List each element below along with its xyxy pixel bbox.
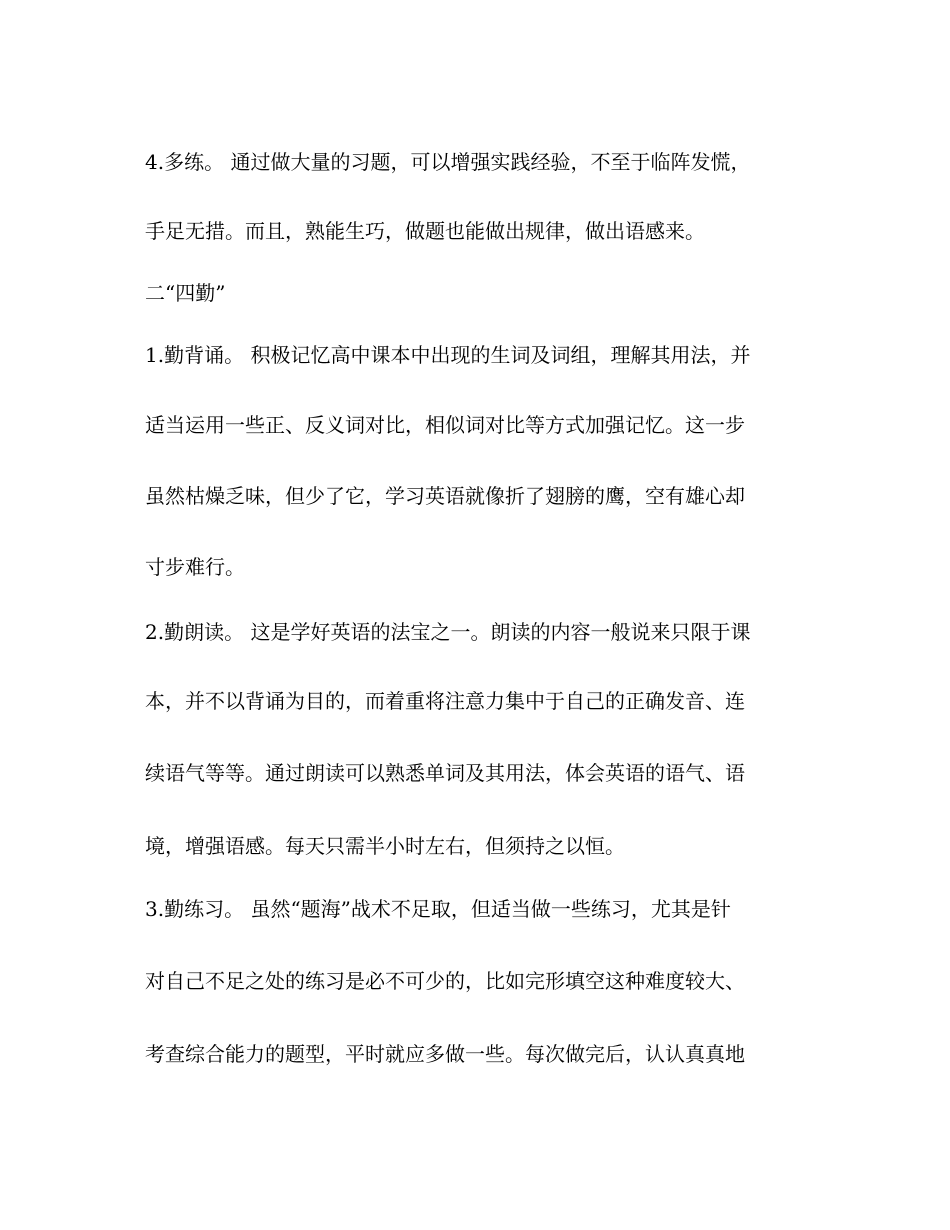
text-line-11: 境，增强语感。每天只需半小时左右，但须持之以恒。 (145, 834, 625, 858)
text-line-12: 3.勤练习。 虽然“题海”战术不足取，但适当做一些练习，尤其是针 (145, 897, 731, 921)
text-line-8: 2.勤朗读。 这是学好英语的法宝之一。朗读的内容一般说来只限于课 (145, 620, 751, 644)
text-line-1: 4.多练。 通过做大量的习题，可以增强实践经验，不至于临阵发慌， (145, 150, 751, 174)
text-line-14: 考查综合能力的题型，平时就应多做一些。每次做完后，认认真真地 (145, 1042, 745, 1066)
text-line-7: 寸步难行。 (145, 555, 245, 579)
text-line-10: 续语气等等。通过朗读可以熟悉单词及其用法，体会英语的语气、语 (145, 761, 745, 785)
text-line-6: 虽然枯燥乏味，但少了它，学习英语就像折了翅膀的鹰，空有雄心却 (145, 484, 745, 508)
text-line-4: 1.勤背诵。 积极记忆高中课本中出现的生词及词组，理解其用法，并 (145, 343, 751, 367)
text-line-2: 手足无措。而且，熟能生巧，做题也能做出规律，做出语感来。 (145, 219, 705, 243)
text-line-5: 适当运用一些正、反义词对比，相似词对比等方式加强记忆。这一步 (145, 413, 745, 437)
text-line-13: 对自己不足之处的练习是必不可少的，比如完形填空这种难度较大、 (145, 969, 745, 993)
section-heading: 二“四勤” (145, 281, 226, 305)
text-line-9: 本，并不以背诵为目的，而着重将注意力集中于自己的正确发音、连 (145, 689, 745, 713)
